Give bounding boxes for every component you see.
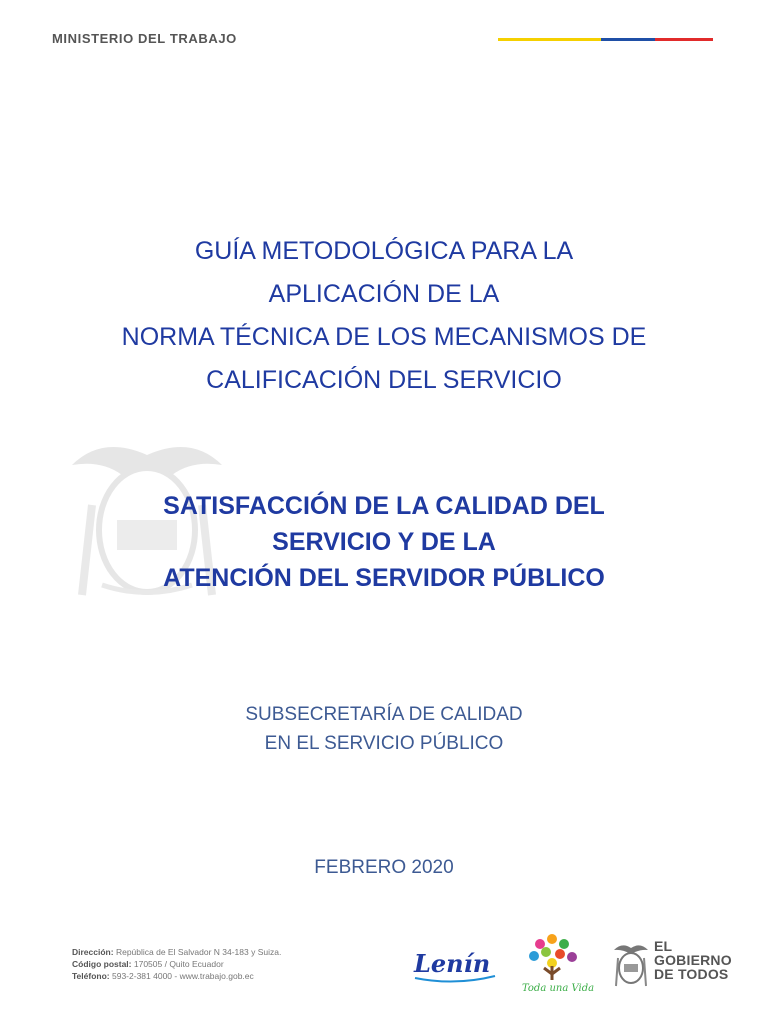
- title-line: GUÍA METODOLÓGICA PARA LA: [194, 237, 574, 265]
- contact-info: [72, 946, 281, 982]
- codigo-text: 170505 / Quito Ecuador: [133, 959, 224, 969]
- subsecretaria-line: EN EL SERVICIO PÚBLICO: [264, 733, 504, 754]
- direccion-text: República de El Salvador N 34-183 y Suiza.: [115, 947, 282, 957]
- document-title: [0, 230, 768, 402]
- document-date: FEBRERO 2020: [314, 857, 454, 878]
- gobierno-line: GOBIERNO: [654, 952, 732, 968]
- flag-stripe-red: [655, 38, 713, 41]
- title-line: NORMA TÉCNICA DE LOS MECANISMOS DE: [121, 323, 647, 351]
- gobierno-line: EL: [654, 938, 673, 954]
- gobierno-de-todos-logo: [654, 939, 732, 981]
- flag-stripe-blue: [601, 38, 655, 41]
- direccion-label: Dirección:: [72, 947, 114, 957]
- title-line: APLICACIÓN DE LA: [268, 280, 500, 308]
- title-line: CALIFICACIÓN DEL SERVICIO: [206, 366, 562, 394]
- subtitle-line: ATENCIÓN DEL SERVIDOR PÚBLICO: [163, 564, 605, 592]
- codigo-label: Código postal:: [72, 959, 132, 969]
- toda-una-vida-logo: [512, 930, 597, 994]
- lenin-logo: [410, 942, 500, 987]
- subsecretaria-line: SUBSECRETARÍA DE CALIDAD: [245, 704, 523, 725]
- subsecretaria-block: [0, 700, 768, 758]
- subtitle-line: SATISFACCIÓN DE LA CALIDAD DEL: [163, 492, 605, 520]
- government-seal-icon: [612, 940, 650, 988]
- telefono-label: Teléfono:: [72, 971, 110, 981]
- document-subtitle: [0, 488, 768, 596]
- lenin-logo-text: Lenín: [414, 949, 491, 978]
- gobierno-line: DE TODOS: [654, 966, 729, 982]
- toda-logo-text: Toda una Vida: [522, 983, 595, 994]
- ministry-header: MINISTERIO DEL TRABAJO: [52, 31, 237, 46]
- telefono-text: 593-2-381 4000 - www.trabajo.gob.ec: [112, 971, 254, 981]
- subtitle-line: SERVICIO Y DE LA: [272, 528, 496, 556]
- flag-stripe-yellow: [498, 38, 601, 41]
